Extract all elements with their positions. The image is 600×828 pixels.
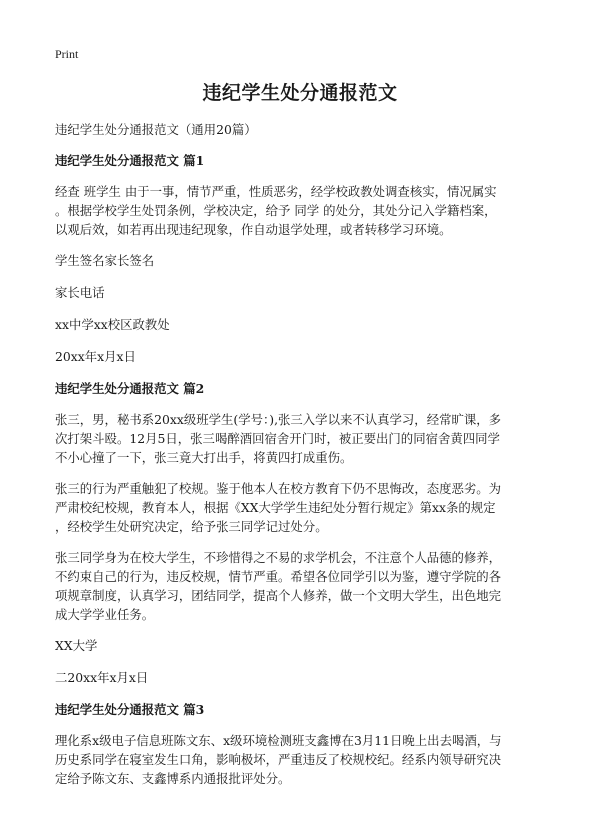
paragraph-line: 定给予陈文东、支鑫博系内通报批评处分。 <box>55 771 291 786</box>
paragraph-line: 以观后效，如若再出现违纪现象，作自动退学处理，或者转移学习环境。 <box>55 222 452 237</box>
section-paragraph <box>55 182 550 239</box>
paragraph-line: 理化系x级电子信息班陈文东、x级环境检测班支鑫博在3月11日晚上出去喝酒，与 <box>55 733 502 748</box>
section-paragraph <box>55 479 550 536</box>
paragraph-line: 经查 班学生 由于一事，情节严重，性质恶劣，经学校政教处调查核实，情况属实 <box>55 184 497 199</box>
signature-line: 家长电话 <box>55 285 105 300</box>
paragraph-line: 。根据学校学生处罚条例，学校决定，给予 同学 的处分，其处分记入学籍档案， <box>55 203 497 218</box>
paragraph-line: 不小心撞了一下，张三竟大打出手，将黄四打成重伤。 <box>55 450 353 465</box>
signature-line: 二20xx年x月x日 <box>55 670 149 685</box>
signature-line: 学生签名家长签名 <box>55 253 155 268</box>
paragraph-line: 张三同学身为在校大学生，不珍惜得之不易的求学机会，不注意个人品德的修养， <box>55 550 502 565</box>
section-heading: 违纪学生处分通报范文 篇1 <box>55 153 205 168</box>
paragraph-line: 项规章制度，认真学习，团结同学，提高个人修养，做一个文明大学生，出色地完 <box>55 588 502 603</box>
paragraph-line: 不约束自己的行为，违反校规，情节严重。希望各位同学引以为鉴，遵守学院的各 <box>55 569 502 584</box>
paragraph-line: 张三的行为严重触犯了校规。鉴于他本人在校方教育下仍不思悔改，态度恶劣。为 <box>55 481 502 496</box>
section-heading: 违纪学生处分通报范文 篇2 <box>55 381 205 396</box>
signature-line: xx中学xx校区政教处 <box>55 317 170 332</box>
signature-line: XX大学 <box>55 638 98 653</box>
page-title: 违纪学生处分通报范文 <box>202 82 398 104</box>
paragraph-line: 成大学学业任务。 <box>55 607 155 622</box>
paragraph-line: 次打架斗殴。12月5日，张三喝醉酒回宿舍开门时，被正要出门的同宿舍黄四同学 <box>55 431 500 446</box>
print-link[interactable]: Print <box>55 47 79 61</box>
paragraph-line: 历史系同学在寝室发生口角，影响极坏，严重违反了校规校纪。经系内领导研究决 <box>55 752 502 767</box>
document-body <box>55 120 550 800</box>
sections-container <box>55 151 550 788</box>
section-paragraph <box>55 410 550 467</box>
section-paragraph <box>55 731 550 788</box>
paragraph-line: ，经校学生处研究决定，给予张三同学记过处分。 <box>55 519 328 534</box>
section-paragraph <box>55 548 550 624</box>
paragraph-line: 张三，男，秘书系20xx级班学生(学号：),张三入学以来不认真学习，经常旷课，多 <box>55 412 502 427</box>
signature-line: 20xx年x月x日 <box>55 349 136 364</box>
paragraph-line: 严肃校纪校规，教育本人，根据《XX大学学生违纪处分暂行规定》第xx条的规定 <box>55 500 496 515</box>
document-subtitle: 违纪学生处分通报范文（通用20篇） <box>55 122 257 137</box>
section-heading: 违纪学生处分通报范文 篇3 <box>55 702 205 717</box>
